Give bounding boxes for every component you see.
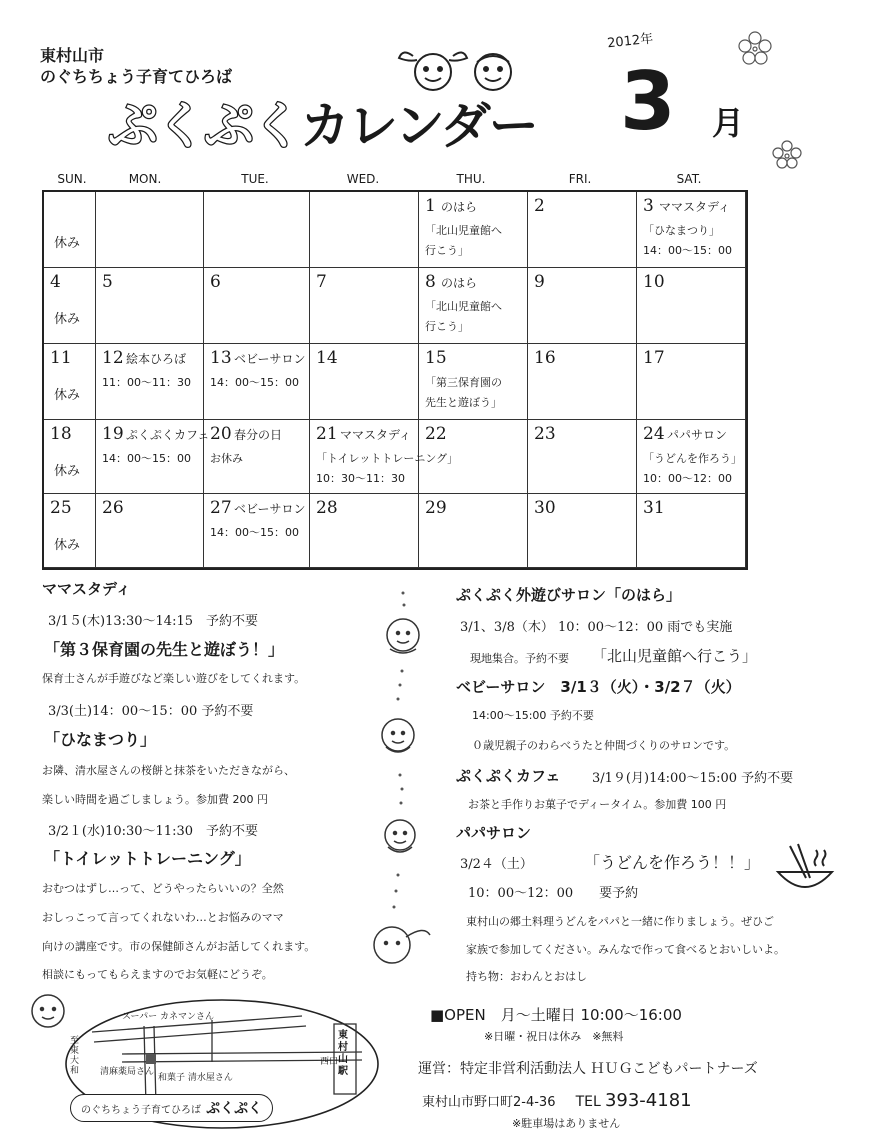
day-number: 5: [102, 272, 113, 292]
event-line: お休み: [210, 452, 243, 465]
day-number: 31: [643, 498, 665, 518]
calendar-cell: [528, 268, 637, 344]
nohara-title: 「北山児童館へ行こう」: [592, 647, 758, 665]
mama-study-1-title: 「第３保育園の先生と遊ぼう！」: [44, 640, 285, 659]
event-line: 「うどんを作ろう」: [643, 452, 742, 465]
calendar-cell: [310, 344, 419, 420]
event-title: ベビーサロン: [234, 502, 306, 516]
event-title: 春分の日: [234, 428, 283, 442]
calendar-cell: [96, 420, 210, 494]
calendar-cell: [204, 268, 310, 344]
tel-number: 393-4181: [604, 1090, 692, 1111]
mama-study-3-title: 「トイレットトレーニング」: [44, 849, 251, 868]
calendar-cell: [310, 494, 419, 568]
mama-study-3-desc-4: 相談にもってもらえますのでお気軽にどうぞ。: [42, 968, 273, 981]
day-number: 10: [643, 272, 665, 292]
event-title: ママスタディ: [659, 200, 731, 214]
calendar-cell: [419, 192, 528, 268]
event-title: ベビーサロン: [234, 352, 306, 366]
day-number: 2: [534, 196, 545, 216]
org-center: のぐちちょう子育てひろば: [40, 67, 233, 86]
baby-illustrations-icon: [368, 585, 438, 995]
calendar-cell: [637, 268, 746, 344]
calendar-cell: [96, 494, 204, 568]
weekday-5: FRI.: [568, 172, 592, 186]
day-number: 8: [425, 272, 436, 292]
event-line: 10：30～11：30: [316, 472, 405, 485]
day-number: 18: [50, 424, 72, 444]
event-line: 14：00～15：00: [643, 244, 732, 257]
day-number: 17: [643, 348, 665, 368]
day-number: 27: [210, 498, 232, 518]
tel-label: TEL: [575, 1094, 601, 1110]
calendar-cell: [310, 268, 419, 344]
address-text: 東村山市野口町2-4-36: [422, 1095, 556, 1110]
baby-salon-desc: ０歳児親子のわらべうたと仲間づくりのサロンです。: [472, 739, 736, 752]
closed-note: ※日曜・祝日は休み ※無料: [484, 1030, 624, 1043]
address: [422, 1090, 692, 1111]
day-number: 11: [50, 348, 72, 368]
calendar-cell: [96, 268, 204, 344]
rest-label: 休み: [54, 236, 81, 251]
calendar-cell: [96, 192, 204, 268]
event-title: 絵本ひろば: [126, 352, 187, 366]
day-number: 4: [50, 272, 61, 292]
nohara-heading: ぷくぷく外遊びサロン「のはら」: [456, 586, 682, 604]
map-pharmacy-label: 清麻薬局さん: [100, 1067, 155, 1077]
rest-label: 休み: [54, 388, 81, 403]
org-city: 東村山市: [40, 46, 105, 65]
papa-salon-heading: パパサロン: [456, 824, 532, 842]
event-line: 14：00～15：00: [210, 376, 299, 389]
calendar-cell: [637, 192, 746, 268]
calendar-cell: [528, 420, 637, 494]
event-line: 「北山児童館へ: [425, 224, 502, 237]
calendar-cell: [528, 344, 637, 420]
calendar-cell: [204, 192, 310, 268]
calendar-cell: [419, 420, 528, 494]
event-line: 14：00～15：00: [210, 526, 299, 539]
title-calendar: カレンダー: [300, 97, 537, 155]
nohara-meet: 現地集合。予約不要: [470, 652, 569, 665]
mama-study-2-desc-1: お隣、清水屋さんの桜餅と抹茶をいただきながら、: [42, 764, 295, 777]
day-number: 28: [316, 498, 338, 518]
calendar-cell: [528, 494, 637, 568]
calendar-cell: [528, 192, 637, 268]
event-line: 11：00～11：30: [102, 376, 191, 389]
papa-salon-items: 持ち物：おわんとおはし: [466, 970, 587, 983]
day-number: 7: [316, 272, 327, 292]
day-number: 29: [425, 498, 447, 518]
mama-study-3-desc-2: おしっこって言ってくれないわ…とお悩みのママ: [42, 911, 284, 924]
day-number: 16: [534, 348, 556, 368]
calendar-cell: [204, 344, 310, 420]
weekday-0: SUN.: [57, 172, 87, 186]
papa-salon-time: 10：00～12：00 要予約: [468, 886, 639, 901]
baby-salon-heading: ベビーサロン 3/1３（火）・3/2７（火）: [456, 678, 741, 696]
day-number: 13: [210, 348, 232, 368]
calendar-cell: [637, 494, 746, 568]
event-line: 10：00～12：00: [643, 472, 732, 485]
sakura-icon: [735, 28, 775, 68]
day-number: 19: [102, 424, 124, 444]
calendar-cell: [310, 192, 419, 268]
event-title: ママスタディ: [340, 428, 412, 442]
day-number: 6: [210, 272, 221, 292]
organization-name: [40, 45, 232, 87]
event-line: 「第三保育園の: [425, 376, 502, 389]
weekday-1: MON.: [128, 172, 162, 186]
calendar-cell: [44, 268, 96, 344]
day-number: 30: [534, 498, 556, 518]
event-title: のはら: [441, 200, 478, 214]
access-map: [62, 996, 382, 1132]
day-number: 26: [102, 498, 124, 518]
day-number: 3: [643, 196, 654, 216]
event-title: ぷくぷくカフェ: [126, 428, 210, 442]
map-yamato-label: 至東大和: [70, 1036, 80, 1076]
event-line: 「北山児童館へ: [425, 300, 502, 313]
mama-study-1-desc: 保育士さんが手遊びなど楽しい遊びをしてくれます。: [42, 672, 306, 685]
map-shimizuya-label: 和菓子 清水屋さん: [158, 1073, 233, 1083]
calendar-cell: [44, 420, 96, 494]
mama-study-2-title: 「ひなまつり」: [44, 730, 157, 749]
sakura-icon: [770, 138, 804, 172]
weekday-2: TUE.: [241, 172, 269, 186]
event-line: 14：00～15：00: [102, 452, 191, 465]
month-number: 3: [620, 55, 676, 148]
day-number: 20: [210, 424, 232, 444]
event-line: 行こう」: [425, 320, 469, 333]
cafe-desc: お茶と手作りお菓子でディータイム。参加費 100 円: [468, 798, 727, 811]
nohara-date: 3/1、3/8（木） 10：00～12：00 雨でも実施: [460, 620, 733, 635]
papa-salon-date: 3/2４（土）: [460, 857, 533, 872]
event-title: のはら: [441, 276, 478, 290]
page-title: [108, 86, 537, 158]
event-line: 「トイレットトレーニング」: [316, 452, 459, 465]
map-west-exit-label: 西口: [320, 1057, 339, 1067]
calendar-cell: [419, 268, 528, 344]
papa-salon-title: 「うどんを作ろう！！」: [584, 853, 761, 872]
day-number: 23: [534, 424, 556, 444]
map-center-name: のぐちちょう子育てひろば: [81, 1105, 201, 1116]
event-line: 「ひなまつり」: [643, 224, 720, 237]
papa-salon-desc-1: 東村山の郷土料理うどんをパパと一緒に作りましょう。ぜひご: [466, 915, 774, 928]
day-number: 22: [425, 424, 447, 444]
papa-salon-desc-2: 家族で参加してください。みんなで作って食べるとおいしいよ。: [466, 943, 785, 956]
year-label: 2012年: [606, 31, 654, 52]
calendar-cell: [419, 344, 528, 420]
open-hours: ■OPEN 月～土曜日 10:00～16:00: [430, 1006, 682, 1024]
operator: 運営：特定非営利活動法人 ＨＵＧこどもパートナーズ: [418, 1061, 758, 1077]
calendar-cell: [44, 192, 96, 268]
calendar-grid: [42, 190, 748, 570]
weekday-6: SAT.: [676, 172, 702, 186]
rest-label: 休み: [54, 464, 81, 479]
day-number: 14: [316, 348, 338, 368]
baby-salon-time: 14:00～15:00 予約不要: [472, 709, 594, 722]
map-center-label: [70, 1094, 273, 1122]
event-line: 行こう」: [425, 244, 469, 257]
mama-study-3-desc-3: 向けの講座です。市の保健師さんがお話してくれます。: [42, 940, 316, 953]
calendar-cell: [44, 494, 96, 568]
cafe-date: 3/1９(月)14:00～15:00 予約不要: [592, 771, 794, 786]
weekday-3: WED.: [346, 172, 380, 186]
mama-study-1-date: 3/1５(木)13:30～14:15 予約不要: [48, 614, 258, 629]
calendar-cell: [204, 420, 310, 494]
calendar-cell: [637, 420, 746, 494]
calendar-cell: [637, 344, 746, 420]
day-number: 12: [102, 348, 124, 368]
day-number: 1: [425, 196, 436, 216]
mama-study-heading: ママスタディ: [42, 580, 131, 598]
cafe-heading: ぷくぷくカフェ: [456, 767, 561, 785]
title-pukupuku: ぷくぷく: [108, 97, 300, 155]
mama-study-2-desc-2: 楽しい時間を過ごしましょう。参加費 200 円: [42, 793, 268, 806]
mama-study-3-date: 3/2１(水)10:30～11:30 予約不要: [48, 824, 258, 839]
udon-bowl-icon: [772, 838, 838, 904]
day-number: 25: [50, 498, 72, 518]
calendar-cell: [419, 494, 528, 568]
mama-study-2-date: 3/3(土)14：00～15：00 予約不要: [48, 704, 254, 719]
event-title: パパサロン: [667, 428, 728, 442]
rest-label: 休み: [54, 538, 81, 553]
map-station-label: 東村山駅: [338, 1030, 348, 1077]
parking-note: ※駐車場はありません: [512, 1117, 621, 1130]
calendar-cell: [44, 344, 96, 420]
day-number: 24: [643, 424, 665, 444]
calendar-cell: [96, 344, 204, 420]
day-number: 21: [316, 424, 338, 444]
rest-label: 休み: [54, 312, 81, 327]
mama-study-3-desc-1: おむつはずし…って、どうやったらいいの？全然: [42, 882, 284, 895]
day-number: 9: [534, 272, 545, 292]
month-unit: 月: [712, 104, 745, 142]
map-supermarket-label: スーパー カネマンさん: [122, 1012, 214, 1022]
day-number: 15: [425, 348, 447, 368]
weekday-4: THU.: [456, 172, 486, 186]
event-line: 先生と遊ぼう」: [425, 396, 502, 409]
calendar-cell: [204, 494, 310, 568]
map-center-pukupuku: ぷくぷく: [206, 1101, 263, 1117]
